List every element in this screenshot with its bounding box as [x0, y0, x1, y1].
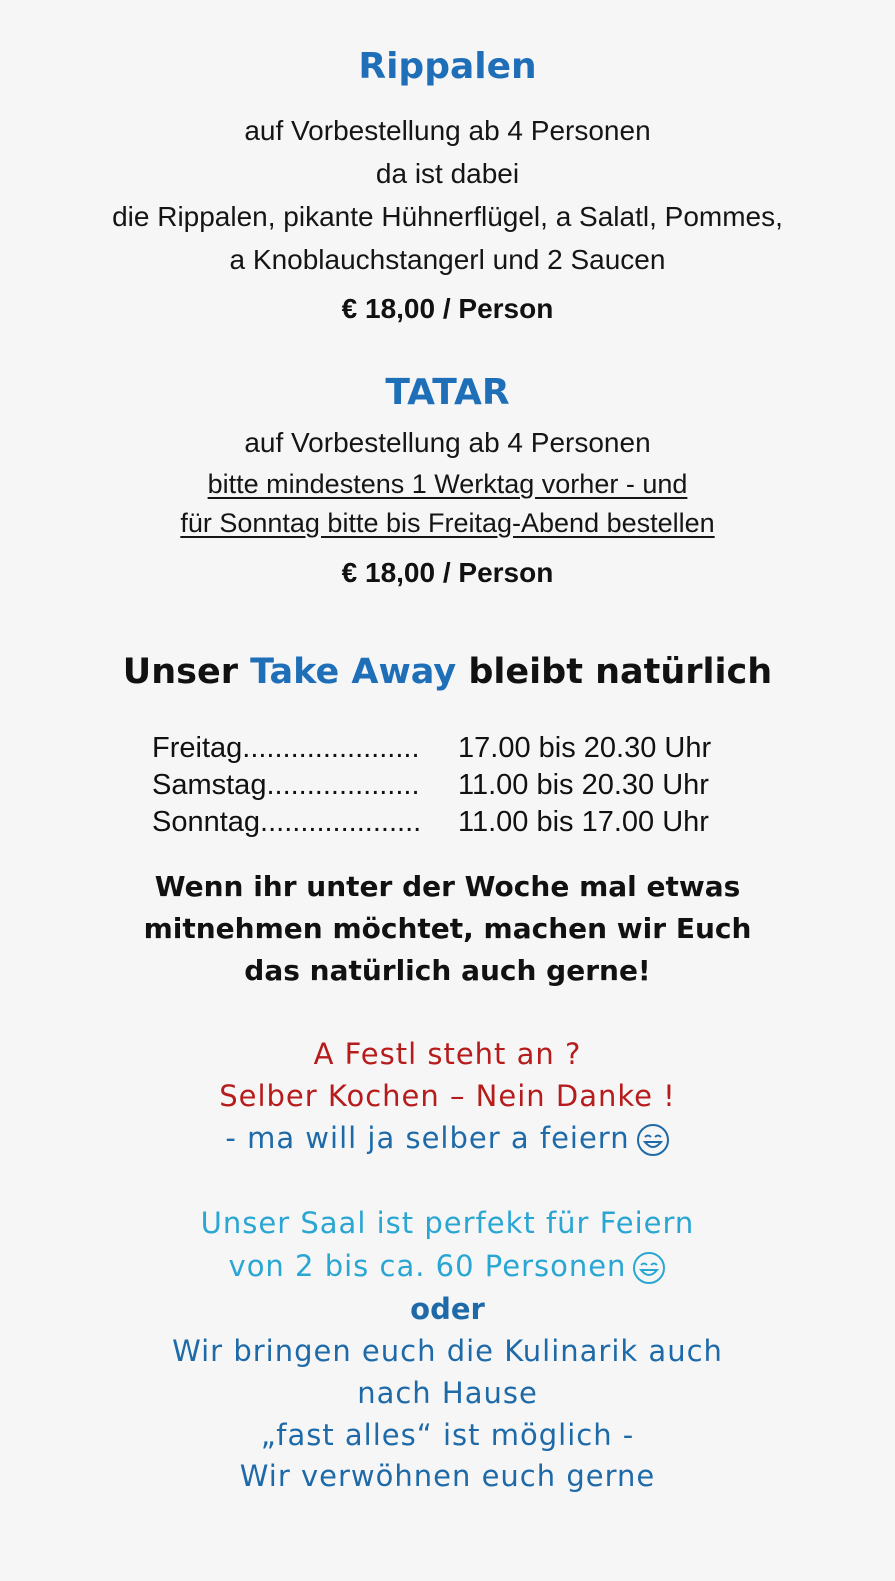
- weekday-note-1: Wenn ihr unter der Woche mal etwas: [154, 870, 741, 903]
- tatar-preorder: auf Vorbestellung ab 4 Personen: [244, 427, 651, 458]
- rippalen-items-1: die Rippalen, pikante Hühnerflügel, a Salatl, Pommes,: [112, 201, 783, 232]
- saal-line-2-text: von 2 bis ca. 60 Personen: [228, 1249, 627, 1283]
- weekday-note-3: das natürlich auch gerne!: [244, 954, 651, 987]
- takeaway-highlight: Take Away: [250, 652, 457, 692]
- rippalen-price: € 18,00 / Person: [341, 293, 554, 324]
- takeaway-heading: [0, 652, 895, 692]
- takeaway-prefix: Unser: [122, 652, 251, 692]
- tatar-note-2: für Sonntag bitte bis Freitag-Abend bestellen: [180, 508, 715, 538]
- saal-line-2: [0, 1249, 895, 1285]
- smiley-icon: [636, 1123, 670, 1157]
- rippalen-items-2: a Knoblauchstangerl und 2 Saucen: [229, 244, 666, 275]
- festl-line-3-text: - ma will ja selber a feiern: [225, 1121, 630, 1155]
- hours-day: Sonntag....................: [152, 806, 422, 838]
- hours-day: Freitag......................: [152, 732, 420, 764]
- catering-line-4: Wir verwöhnen euch gerne: [239, 1459, 656, 1493]
- tatar-title: TATAR: [385, 372, 510, 413]
- takeaway-suffix: bleibt natürlich: [456, 652, 773, 692]
- rippalen-preorder: auf Vorbestellung ab 4 Personen: [244, 115, 651, 146]
- hours-day: Samstag...................: [152, 769, 420, 801]
- rippalen-included-intro: da ist dabei: [375, 158, 520, 189]
- smiley-icon: [632, 1251, 666, 1285]
- hours-time: 11.00 bis 20.30 Uhr: [458, 769, 709, 801]
- hours-time: 17.00 bis 20.30 Uhr: [458, 732, 712, 764]
- festl-line-2: Selber Kochen – Nein Danke !: [219, 1079, 676, 1113]
- tatar-price: € 18,00 / Person: [341, 557, 554, 588]
- festl-line-3: [0, 1121, 895, 1157]
- catering-line-3: „fast alles“ ist möglich -: [260, 1418, 635, 1452]
- catering-line-1: Wir bringen euch die Kulinarik auch: [172, 1334, 723, 1368]
- hours-time: 11.00 bis 17.00 Uhr: [458, 806, 709, 838]
- tatar-note-1: bitte mindestens 1 Werktag vorher - und: [207, 469, 688, 499]
- festl-line-1: A Festl steht an ?: [313, 1037, 582, 1071]
- saal-oder: oder: [410, 1292, 485, 1326]
- rippalen-title: Rippalen: [358, 46, 537, 87]
- weekday-note-2: mitnehmen möchtet, machen wir Euch: [143, 912, 752, 945]
- catering-line-2: nach Hause: [357, 1376, 538, 1410]
- saal-line-1: Unser Saal ist perfekt für Feiern: [200, 1206, 695, 1240]
